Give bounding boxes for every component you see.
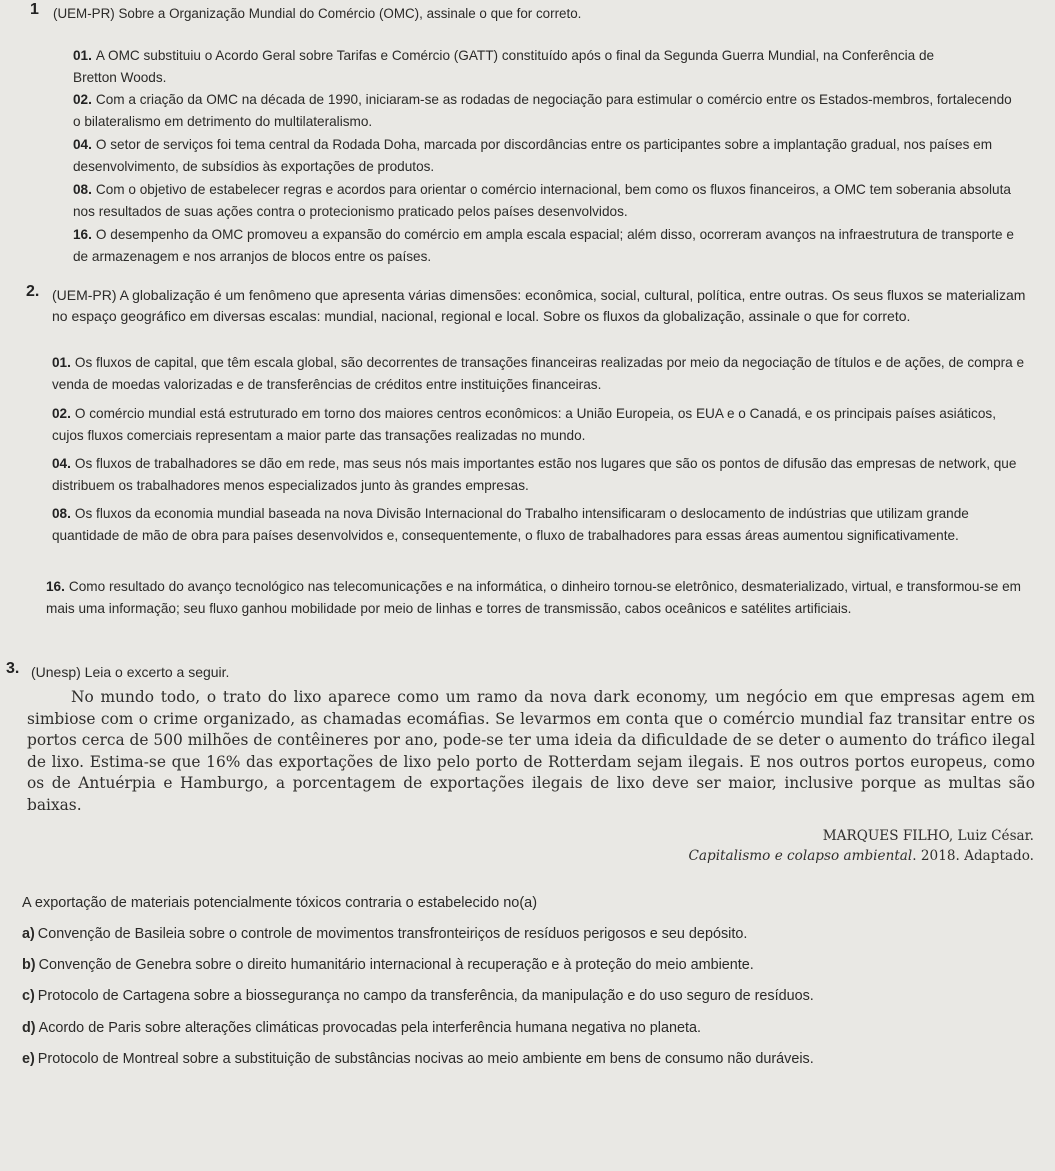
question-1-prompt: (UEM-PR) Sobre a Organização Mundial do Comércio (OMC), assinale o que for correto. bbox=[53, 6, 582, 21]
excerpt-work-title: Capitalismo e colapso ambiental bbox=[688, 848, 913, 864]
item-number: 08. bbox=[73, 182, 92, 197]
item-text: Os fluxos da economia mundial baseada na nova Divisão Internacional do Trabalho intensificaram o deslocamento de indústrias que utilizam grande quantidade de mão de obra para países desenvolvidos e, consequentemente, o fluxo de trabalhadores para essas áreas aumentou significativamente. bbox=[52, 506, 969, 543]
excerpt-paragraph: No mundo todo, o trato do lixo aparece como um ramo da nova dark economy, um negócio em que empresas agem em simbiose com o crime organizado, as chamadas ecomáfias. Se levarmos em conta que o comércio mundial faz transitar entre os portos cerca de 500 milhões de contêineres por ano, pode-se ter uma ideia da dificuldade de se deter o aumento do tráfico ilegal de lixo. Estima-se que 16% das exportações de lixo pelo porto de Rotterdam sejam ilegais. E nos outros portos europeus, como os de Antuérpia e Hamburgo, a porcentagem de exportações ilegais de lixo deve ser maior, inclusive porque as multas são baixas. bbox=[27, 688, 1035, 814]
item-number: 04. bbox=[73, 137, 92, 152]
option-text: Convenção de Genebra sobre o direito humanitário internacional à recuperação e à proteção do meio ambiente. bbox=[38, 957, 754, 973]
item-number: 16. bbox=[73, 227, 92, 242]
option-letter: a) bbox=[22, 926, 35, 942]
item-text: Os fluxos de capital, que têm escala global, são decorrentes de transações financeiras realizadas por meio da negociação de títulos e de ações, de compra e venda de moedas valorizadas e de transferências de créditos entre instituições financeiras. bbox=[52, 355, 1025, 392]
option-d bbox=[22, 1018, 1037, 1039]
excerpt-credit bbox=[689, 826, 1035, 866]
item-text: Com o objetivo de estabelecer regras e acordos para orientar o comércio internacional, bem como os fluxos financeiros, a OMC tem soberania absoluta nos resultados de suas ações contra o protecionismo praticado pelos países desenvolvidos. bbox=[73, 182, 1011, 219]
question-2-item-02 bbox=[52, 403, 1027, 446]
question-1-item-08 bbox=[73, 179, 1033, 222]
question-2-number: 2. bbox=[26, 283, 40, 300]
item-text: Como resultado do avanço tecnológico nas telecomunicações e na informática, o dinheiro tornou-se eletrônico, desmaterializado, virtual, e transformou-se em mais uma informação; seu fluxo ganhou mobilidade por meio de linhas e torres de transmissão, cabos oceânicos e satélites artificiais. bbox=[46, 579, 1021, 616]
item-number: 01. bbox=[73, 48, 92, 63]
question-2-item-04 bbox=[52, 453, 1027, 496]
option-letter: b) bbox=[22, 957, 36, 973]
question-1-item-02 bbox=[73, 89, 1023, 132]
item-text: A OMC substituiu o Acordo Geral sobre Tarifas e Comércio (GATT) constituído após o final da Segunda Guerra Mundial, na Conferência de Bretton Woods. bbox=[73, 48, 935, 85]
excerpt-author: MARQUES FILHO, Luiz César. bbox=[822, 828, 1034, 844]
excerpt-text bbox=[27, 687, 1035, 816]
question-3-stem: A exportação de materiais potencialmente tóxicos contraria o estabelecido no(a) bbox=[22, 895, 538, 911]
option-e bbox=[22, 1049, 1037, 1070]
option-c bbox=[22, 986, 1037, 1007]
question-1-item-01 bbox=[73, 45, 978, 88]
item-text: O desempenho da OMC promoveu a expansão do comércio em ampla escala espacial; além disso, ocorreram avanços na infraestrutura de transporte e de armazenagem e nos arranjos de blocos entre os países. bbox=[73, 227, 1014, 264]
option-text: Protocolo de Cartagena sobre a biossegurança no campo da transferência, da manipulação e do uso seguro de resíduos. bbox=[37, 988, 814, 1004]
option-letter: e) bbox=[22, 1051, 35, 1067]
item-number: 04. bbox=[52, 456, 71, 471]
item-number: 16. bbox=[46, 579, 65, 594]
option-letter: d) bbox=[22, 1020, 36, 1036]
item-number: 02. bbox=[52, 406, 71, 421]
option-text: Acordo de Paris sobre alterações climáticas provocadas pela interferência humana negativa no planeta. bbox=[38, 1020, 701, 1036]
item-number: 08. bbox=[52, 506, 71, 521]
option-text: Convenção de Basileia sobre o controle de movimentos transfronteiriços de resíduos perigosos e seu depósito. bbox=[37, 926, 748, 942]
question-1-item-16 bbox=[73, 224, 1023, 267]
item-number: 01. bbox=[52, 355, 71, 370]
question-3-prompt: (Unesp) Leia o excerto a seguir. bbox=[31, 664, 230, 680]
option-a bbox=[22, 924, 1037, 945]
question-2-item-08 bbox=[52, 503, 1037, 546]
item-text: Os fluxos de trabalhadores se dão em rede, mas seus nós mais importantes estão nos lugares que são os pontos de difusão das empresas de network, que distribuem os trabalhadores menos especializados junto às grandes empresas. bbox=[52, 456, 1017, 493]
option-text: Protocolo de Montreal sobre a substituição de substâncias nocivas ao meio ambiente em bens de consumo não duráveis. bbox=[37, 1051, 814, 1067]
question-2-item-01 bbox=[52, 352, 1032, 395]
item-number: 02. bbox=[73, 92, 92, 107]
question-3-number: 3. bbox=[6, 660, 20, 677]
item-text: Com a criação da OMC na década de 1990, iniciaram-se as rodadas de negociação para estimular o comércio entre os Estados-membros, fortalecendo o bilateralismo em detrimento do multilateralismo. bbox=[73, 92, 1012, 129]
excerpt-source bbox=[689, 846, 1035, 866]
question-1-item-04 bbox=[73, 134, 1008, 177]
option-letter: c) bbox=[22, 988, 35, 1004]
question-2-item-16 bbox=[46, 576, 1021, 619]
question-1-number: 1 bbox=[30, 1, 39, 18]
excerpt-source-suffix: . 2018. Adaptado. bbox=[912, 848, 1034, 864]
option-b bbox=[22, 955, 1037, 976]
item-text: O setor de serviços foi tema central da Rodada Doha, marcada por discordâncias entre os participantes sobre a implantação gradual, nos países em desenvolvimento, de subsídios às exportações de produtos. bbox=[73, 137, 993, 174]
question-2-prompt: (UEM-PR) A globalização é um fenômeno que apresenta várias dimensões: econômica, social, cultural, política, entre outras. Os seus fluxos se materializam no espaço geográfico em diversas escalas: mundial, nacional, regional e local. Sobre os fluxos da globalização, assinale o que for correto. bbox=[52, 287, 1026, 324]
item-text: O comércio mundial está estruturado em torno dos maiores centros econômicos: a União Europeia, os EUA e o Canadá, e os principais países asiáticos, cujos fluxos comerciais representam a maior parte das transações realizadas no mundo. bbox=[52, 406, 996, 443]
